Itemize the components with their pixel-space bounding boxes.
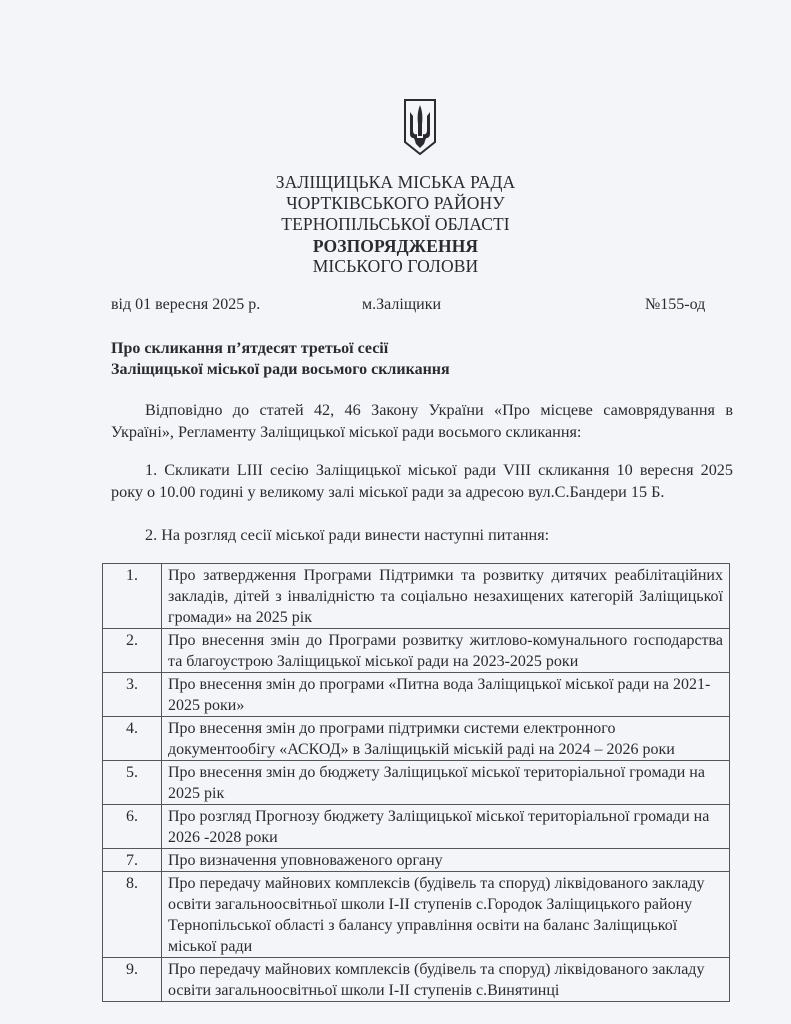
- agenda-number: 2.: [103, 629, 162, 673]
- subject-line-2: Заліщицької міської ради восьмого скликання: [111, 361, 450, 378]
- agenda-item: Про передачу майнових комплексів (будівель та споруд) ліквідованого закладу освіти загальноосвітньої школи І-ІІ ступенів с.Городок Заліщицького району Тернопільської області з балансу управління освіти на баланс Заліщицької міської ради: [162, 872, 730, 958]
- agenda-row: [103, 629, 730, 673]
- agenda-row: [103, 849, 730, 872]
- agenda-number: 8.: [103, 872, 162, 958]
- agenda-number: 5.: [103, 761, 162, 805]
- document-issuer: МІСЬКОГО ГОЛОВИ: [312, 256, 479, 276]
- agenda-number: 9.: [103, 958, 162, 1002]
- agenda-item: Про розгляд Прогнозу бюджету Заліщицької міської територіальної громади на 2026 -2028 роки: [162, 805, 730, 849]
- document-number: №155-од: [645, 296, 706, 313]
- document-date: від 01 вересня 2025 р.: [111, 296, 261, 313]
- agenda-number: 3.: [103, 673, 162, 717]
- agenda-item: Про внесення змін до програми підтримки системи електронного документообігу «АСКОД» в Заліщицькій міській раді на 2024 – 2026 роки: [162, 717, 730, 761]
- agenda-row: [103, 564, 730, 629]
- agenda-item: Про затвердження Програми Підтримки та розвитку дитячих реабілітаційних закладів, дітей з інвалідністю та соціально незахищених категорій Заліщицької громади» на 2025 рік: [162, 564, 730, 629]
- agenda-number: 6.: [103, 805, 162, 849]
- item-1-paragraph: 1. Скликати LIII сесію Заліщицької міської ради VIII скликання 10 вересня 2025 року о 10.00 годині у великому залі міської ради за адресою вул.С.Бандери 15 Б.: [111, 461, 733, 501]
- document-place: м.Заліщики: [362, 296, 442, 313]
- coat-of-arms-icon: [403, 98, 437, 156]
- item-2-paragraph: 2. На розгляд сесії міської ради винести наступні питання:: [145, 526, 550, 544]
- preamble-paragraph: Відповідно до статей 42, 46 Закону України «Про місцеве самоврядування в Україні», Регламенту Заліщицької міської ради восьмого скликання:: [111, 401, 733, 441]
- document-type: РОЗПОРЯДЖЕННЯ: [312, 236, 479, 256]
- region-name: ТЕРНОПІЛЬСЬКОЇ ОБЛАСТІ: [281, 214, 510, 234]
- agenda-table: [102, 563, 730, 1002]
- district-name: ЧОРТКІВСЬКОГО РАЙОНУ: [286, 193, 505, 213]
- agenda-row: [103, 717, 730, 761]
- agenda-number: 7.: [103, 849, 162, 872]
- agenda-row: [103, 761, 730, 805]
- agenda-item: Про внесення змін до програми «Питна вода Заліщицької міської ради на 2021-2025 роки»: [162, 673, 730, 717]
- council-name: ЗАЛІЩИЦЬКА МІСЬКА РАДА: [275, 172, 516, 192]
- agenda-row: [103, 958, 730, 1002]
- agenda-row: [103, 872, 730, 958]
- document-subject: [111, 338, 450, 380]
- agenda-item: Про передачу майнових комплексів (будівель та споруд) ліквідованого закладу освіти загальноосвітньої школи І-ІІ ступенів с.Винятинці: [162, 958, 730, 1002]
- agenda-item: Про визначення уповноваженого органу: [162, 849, 730, 872]
- agenda-row: [103, 805, 730, 849]
- agenda-row: [103, 673, 730, 717]
- subject-line-1: Про скликання п’ятдесят третьої сесії: [111, 340, 389, 357]
- agenda-number: 4.: [103, 717, 162, 761]
- agenda-item: Про внесення змін до Програми розвитку житлово-комунального господарства та благоустрою Заліщицької міської ради на 2023-2025 роки: [162, 629, 730, 673]
- agenda-number: 1.: [103, 564, 162, 629]
- agenda-item: Про внесення змін до бюджету Заліщицької міської територіальної громади на 2025 рік: [162, 761, 730, 805]
